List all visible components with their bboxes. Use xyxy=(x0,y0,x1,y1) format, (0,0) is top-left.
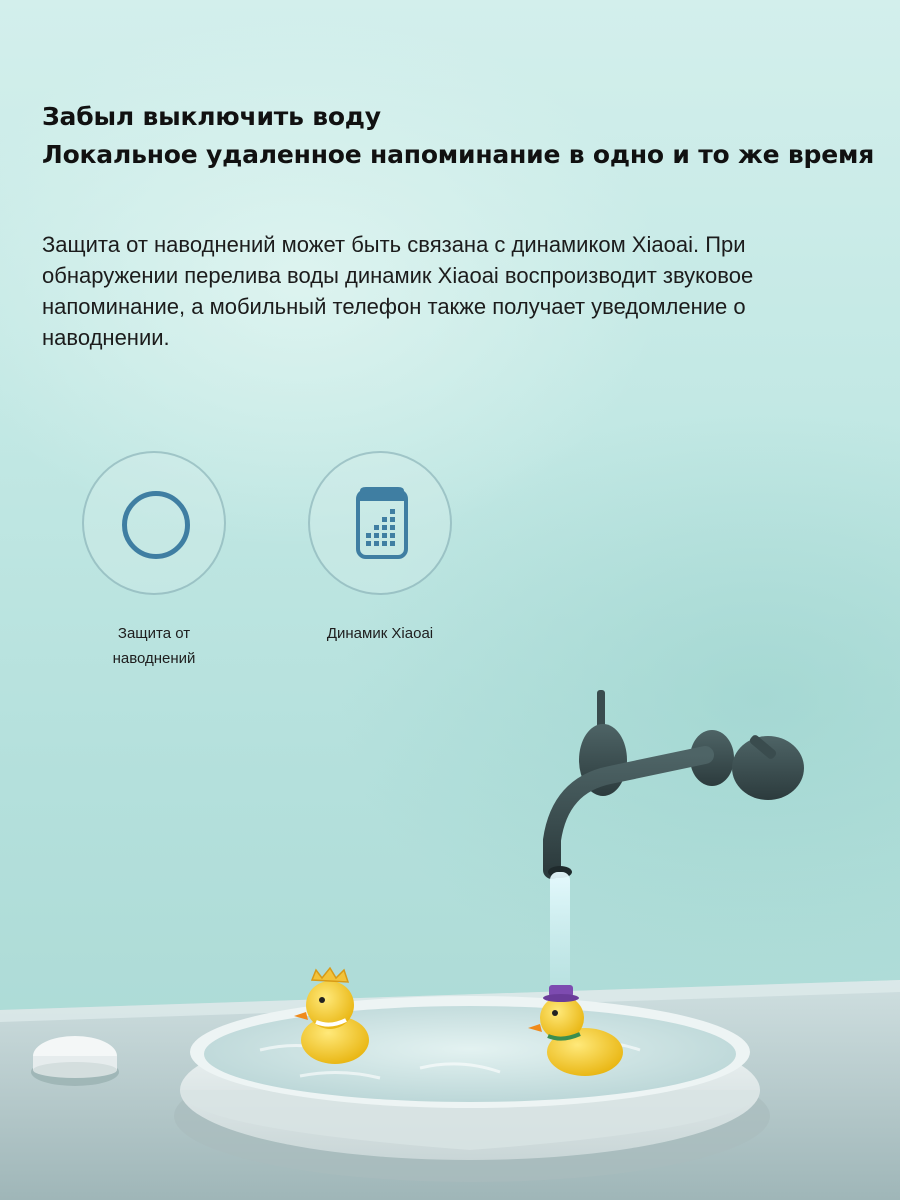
faucet xyxy=(548,690,804,878)
headline-line-2: Локальное удаленное напоминание в одно и то же время xyxy=(42,140,875,169)
speaker-icon xyxy=(354,485,410,561)
speaker-badge xyxy=(308,451,452,595)
bathroom-photo xyxy=(0,680,900,1200)
water-stream xyxy=(550,872,570,992)
flood-sensor-device xyxy=(31,1036,119,1086)
flood-sensor-ring-icon xyxy=(122,491,190,559)
flood-sensor-label: Защита от наводнений xyxy=(112,625,196,667)
headline xyxy=(42,98,882,174)
flood-sensor-badge xyxy=(82,451,226,595)
headline-line-1: Забыл выключить воду xyxy=(42,102,381,131)
speaker-label: Динамик Xiaoai xyxy=(326,625,434,642)
description-text: Защита от наводнений может быть связана с динамиком Xiaoai. При обнаружении перелива воды динамик Xiaoai воспроизводит звуковое напоминание, а мобильный телефон также получает уведомление о наводнении. xyxy=(42,232,754,350)
wash-basin xyxy=(174,996,770,1182)
